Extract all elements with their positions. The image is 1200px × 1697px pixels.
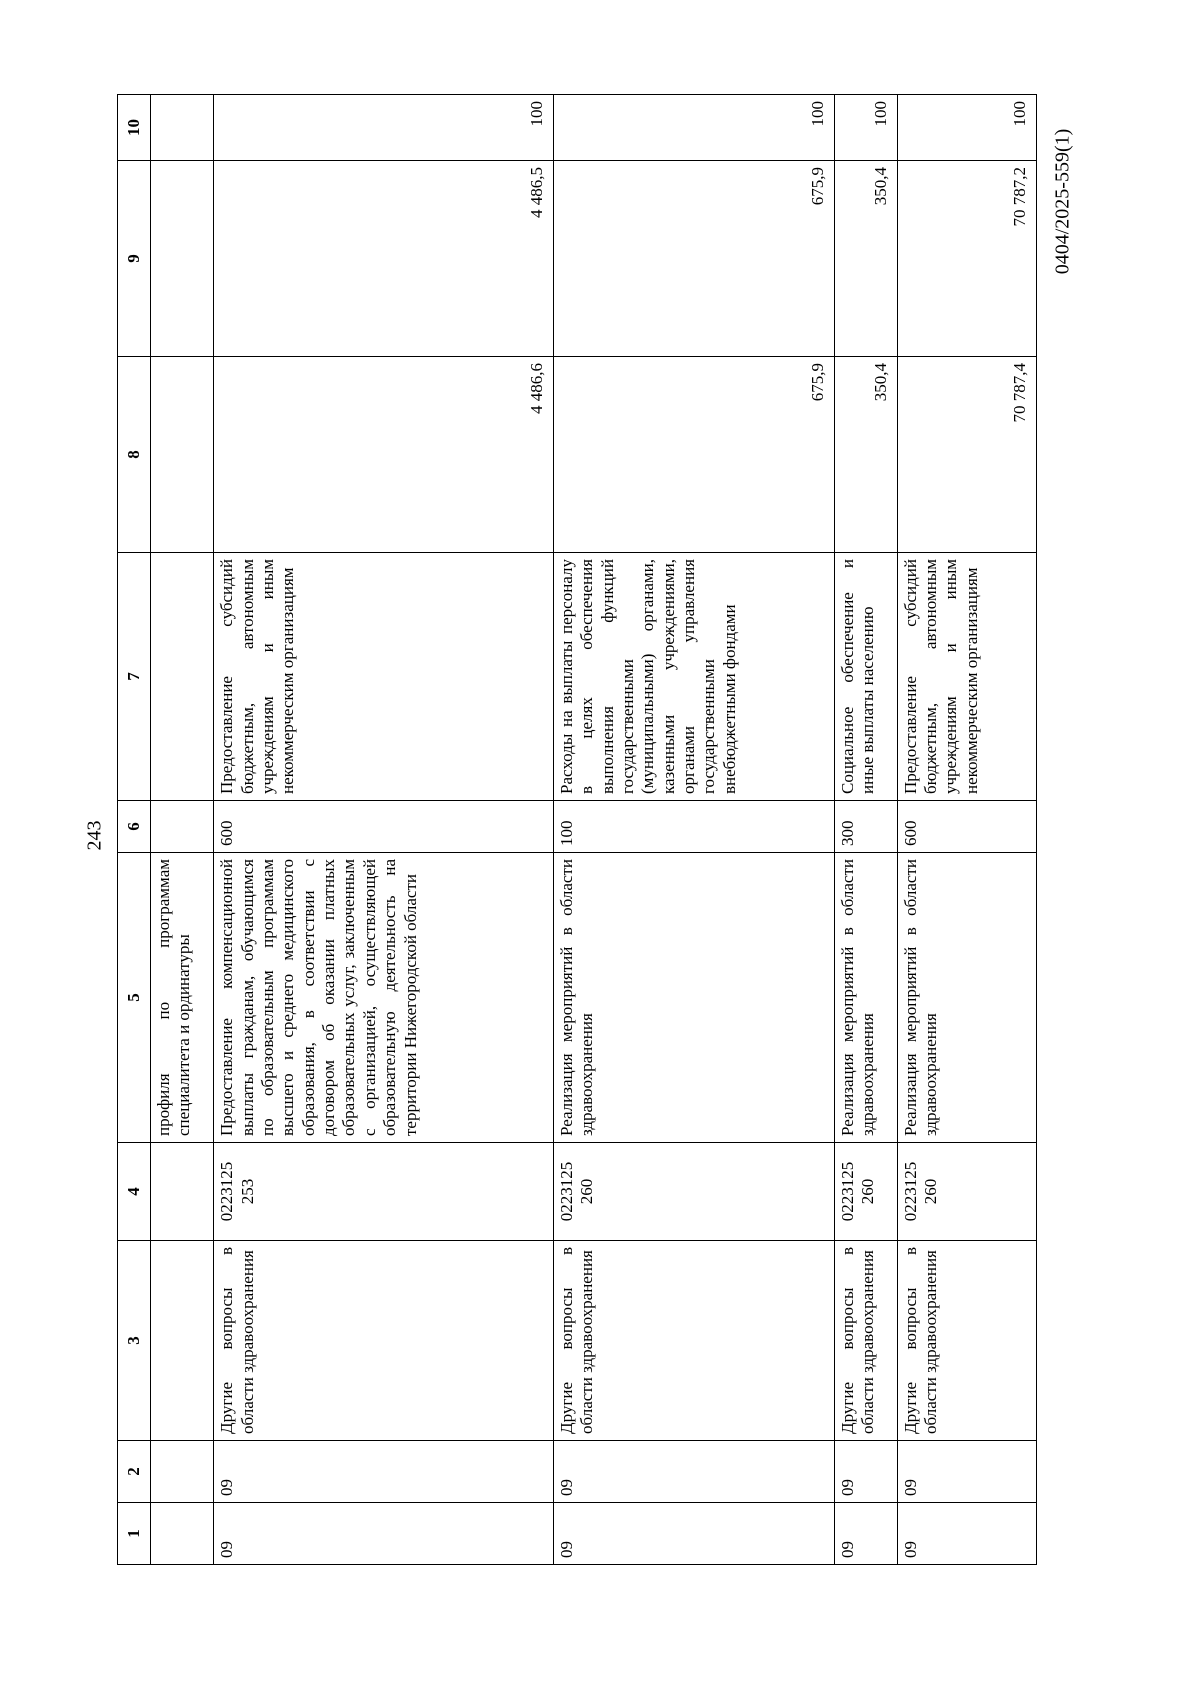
table-cell: 100 (834, 95, 897, 161)
table-cell: Другие вопросы в области здравоохранения (897, 1241, 1036, 1441)
header-col-5: 5 (118, 853, 151, 1143)
table-row (214, 95, 554, 1565)
table-cell (151, 1503, 214, 1565)
header-col-3: 3 (118, 1241, 151, 1441)
table-cell: 09 (214, 1503, 554, 1565)
header-col-4: 4 (118, 1143, 151, 1241)
table-cell: 0223125 260 (834, 1143, 897, 1241)
header-col-9: 9 (118, 161, 151, 357)
table-row (553, 95, 834, 1565)
table-cell: Другие вопросы в области здравоохранения (834, 1241, 897, 1441)
table-cell: 09 (553, 1503, 834, 1565)
table-cell: 600 (214, 801, 554, 853)
budget-table-container (117, 95, 1037, 1565)
header-col-8: 8 (118, 357, 151, 553)
table-cell: 100 (553, 95, 834, 161)
table-cell: 4 486,5 (214, 161, 554, 357)
table-cell: 675,9 (553, 357, 834, 553)
table-cell: Реализация мероприятий в области здравоохранения (553, 853, 834, 1143)
table-cell: 300 (834, 801, 897, 853)
table-cell: 350,4 (834, 161, 897, 357)
table-cell: 09 (834, 1441, 897, 1503)
table-cell: Предоставление компенсационной выплаты гражданам, обучающимся по образовательным программам высшего и среднего медицинского образования, в соответствии с договором об оказании платных образовательных услуг, заключенным с организацией, осуществляющей образовательную деятельность на территории Нижегородской области (214, 853, 554, 1143)
table-cell: Социальное обеспечение и иные выплаты населению (834, 553, 897, 801)
header-col-2: 2 (118, 1441, 151, 1503)
document-code: 0404/2025-559(1) (1051, 128, 1074, 275)
header-col-1: 1 (118, 1503, 151, 1565)
budget-table (117, 94, 1037, 1565)
table-cell: 0223125 253 (214, 1143, 554, 1241)
table-row (897, 95, 1036, 1565)
table-cell: 100 (897, 95, 1036, 161)
table-cell (151, 1143, 214, 1241)
table-continuation-row (151, 95, 214, 1565)
header-col-10: 10 (118, 95, 151, 161)
table-cell (151, 161, 214, 357)
table-header-row (118, 95, 151, 1565)
table-cell: 70 787,2 (897, 161, 1036, 357)
table-cell: 350,4 (834, 357, 897, 553)
table-cell: 70 787,4 (897, 357, 1036, 553)
table-cell: Реализация мероприятий в области здравоохранения (897, 853, 1036, 1143)
table-cell: Предоставление субсидий бюджетным, автономным учреждениям и иным некоммерческим организациям (214, 553, 554, 801)
table-cell: профиля по программам специалитета и ординатуры (151, 853, 214, 1143)
table-cell: 100 (553, 801, 834, 853)
table-cell: Предоставление субсидий бюджетным, автономным учреждениям и иным некоммерческим организациям (897, 553, 1036, 801)
table-cell: Другие вопросы в области здравоохранения (553, 1241, 834, 1441)
page-number: 243 (83, 820, 106, 851)
table-cell (151, 801, 214, 853)
table-cell: 09 (897, 1503, 1036, 1565)
table-cell: 0223125 260 (897, 1143, 1036, 1241)
header-col-7: 7 (118, 553, 151, 801)
table-cell: 675,9 (553, 161, 834, 357)
table-cell: Реализация мероприятий в области здравоохранения (834, 853, 897, 1143)
table-cell: 4 486,6 (214, 357, 554, 553)
table-cell: Расходы на выплаты персоналу в целях обеспечения выполнения функций государственными (муниципальными) органами, казенными учреждениями, органами управления государственными внебюджетными фондами (553, 553, 834, 801)
table-cell (151, 553, 214, 801)
table-cell: 600 (897, 801, 1036, 853)
table-cell: 09 (553, 1441, 834, 1503)
table-cell: 09 (897, 1441, 1036, 1503)
table-cell (151, 95, 214, 161)
table-cell: Другие вопросы в области здравоохранения (214, 1241, 554, 1441)
table-cell: 09 (214, 1441, 554, 1503)
table-cell (151, 357, 214, 553)
table-cell (151, 1441, 214, 1503)
table-cell (151, 1241, 214, 1441)
table-cell: 100 (214, 95, 554, 161)
table-cell: 0223125 260 (553, 1143, 834, 1241)
table-cell: 09 (834, 1503, 897, 1565)
header-col-6: 6 (118, 801, 151, 853)
table-row (834, 95, 897, 1565)
